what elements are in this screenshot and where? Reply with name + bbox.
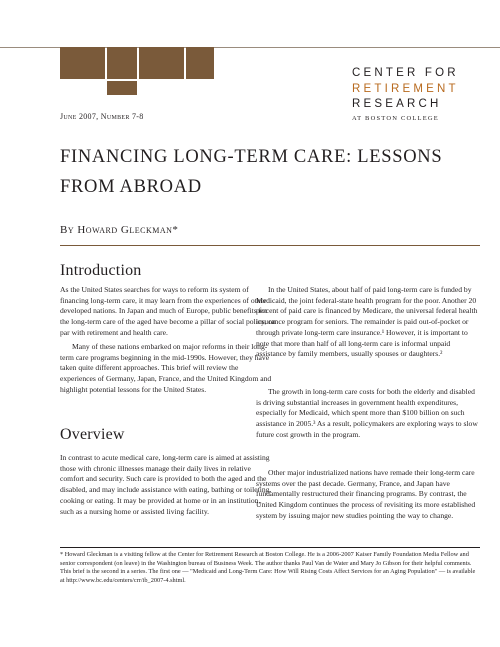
logo-block [186,47,214,79]
title-rule [60,245,480,246]
paragraph: Other major industrialized nations have remade their long-term care systems over the past decade. Germany, France, and Japan have fundamentally restructured their financing programs. By contrast, the United Kingdom continues the process of revisiting its more established system by issuing major new studies pointing the way to change. [256,468,476,520]
logo-block [107,47,137,79]
section-heading-overview: Overview [60,426,125,443]
logo-line: AT BOSTON COLLEGE [352,114,439,122]
logo-line: RESEARCH [352,98,442,110]
logo-line: RETIREMENT [352,82,459,95]
footnote-rule [60,547,480,548]
logo-block [60,47,105,79]
logo-line: CENTER FOR [352,67,459,79]
page-title: FINANCING LONG-TERM CARE: LESSONS FROM ABROAD [60,147,443,197]
center-logo [352,66,482,125]
byline: By Howard Gleckman* [60,224,179,236]
paragraph: The growth in long-term care costs for both the elderly and disabled is driving substantial increases in government health expenditures, especially for Medicaid, which spent more than $100 billion on such assistance in 2005.³ As a result, policymakers are exploring ways to slow future cost growth in the program. [256,387,478,439]
footnote: * Howard Gleckman is a visiting fellow at the Center for Retirement Research at Boston College. He is a 2006-2007 Kaiser Family Foundation Media Fellow and senior correspondent (on leave) in the Washington bureau of Business Week. The author thanks Paul Van de Water and Mary Jo Gibson for their helpful comments. This brief is the second in a series. The first one — "Medicaid and Long-Term Care: How Will Rising Costs Affect Services for an Aging Population" — is available at http://www.bc.edu/centers/crr/ib_2007-4.shtml. [60,551,476,584]
paragraph: In contrast to acute medical care, long-term care is aimed at assisting those with chronic illnesses manage their daily lives in relative comfort and security. Such care is provided to both the aged and the disabled, and may include assistance with eating, bathing or toileting, cooking or eating. It may be provided at home or in an institution, such as a nursing home or assisted living facility. [60,453,272,516]
logo-block [139,47,184,79]
paragraph: As the United States searches for ways to reform its system of financing long-term care, it may learn from the experiences of other developed nations. In Japan and much of Europe, public benefits for the long-term care of the aged have become a pillar of social policy, on par with retirement and health care. [60,285,276,337]
paragraph: Many of these nations embarked on major reforms in their long-term care programs beginning in the mid-1990s. However, they have taken quite different approaches. This brief will review the experiences of Germany, Japan, France, and the United Kingdom and highlight potential lessons for the United States. [60,342,272,394]
dateline: June 2007, Number 7-8 [60,112,144,121]
section-heading-introduction: Introduction [60,262,142,279]
logo-block [107,81,137,95]
paragraph: In the United States, about half of paid long-term care is funded by Medicaid, the joint federal-state health program for the poor. Another 20 percent of paid care is financed by Medicare, the universal federal health insurance program for seniors. The remainder is paid out-of-pocket or through private long-term care insurance.¹ However, it is important to note that more than half of all long-term care is informal unpaid assistance by family members, usually spouses or daughters.² [256,285,478,359]
